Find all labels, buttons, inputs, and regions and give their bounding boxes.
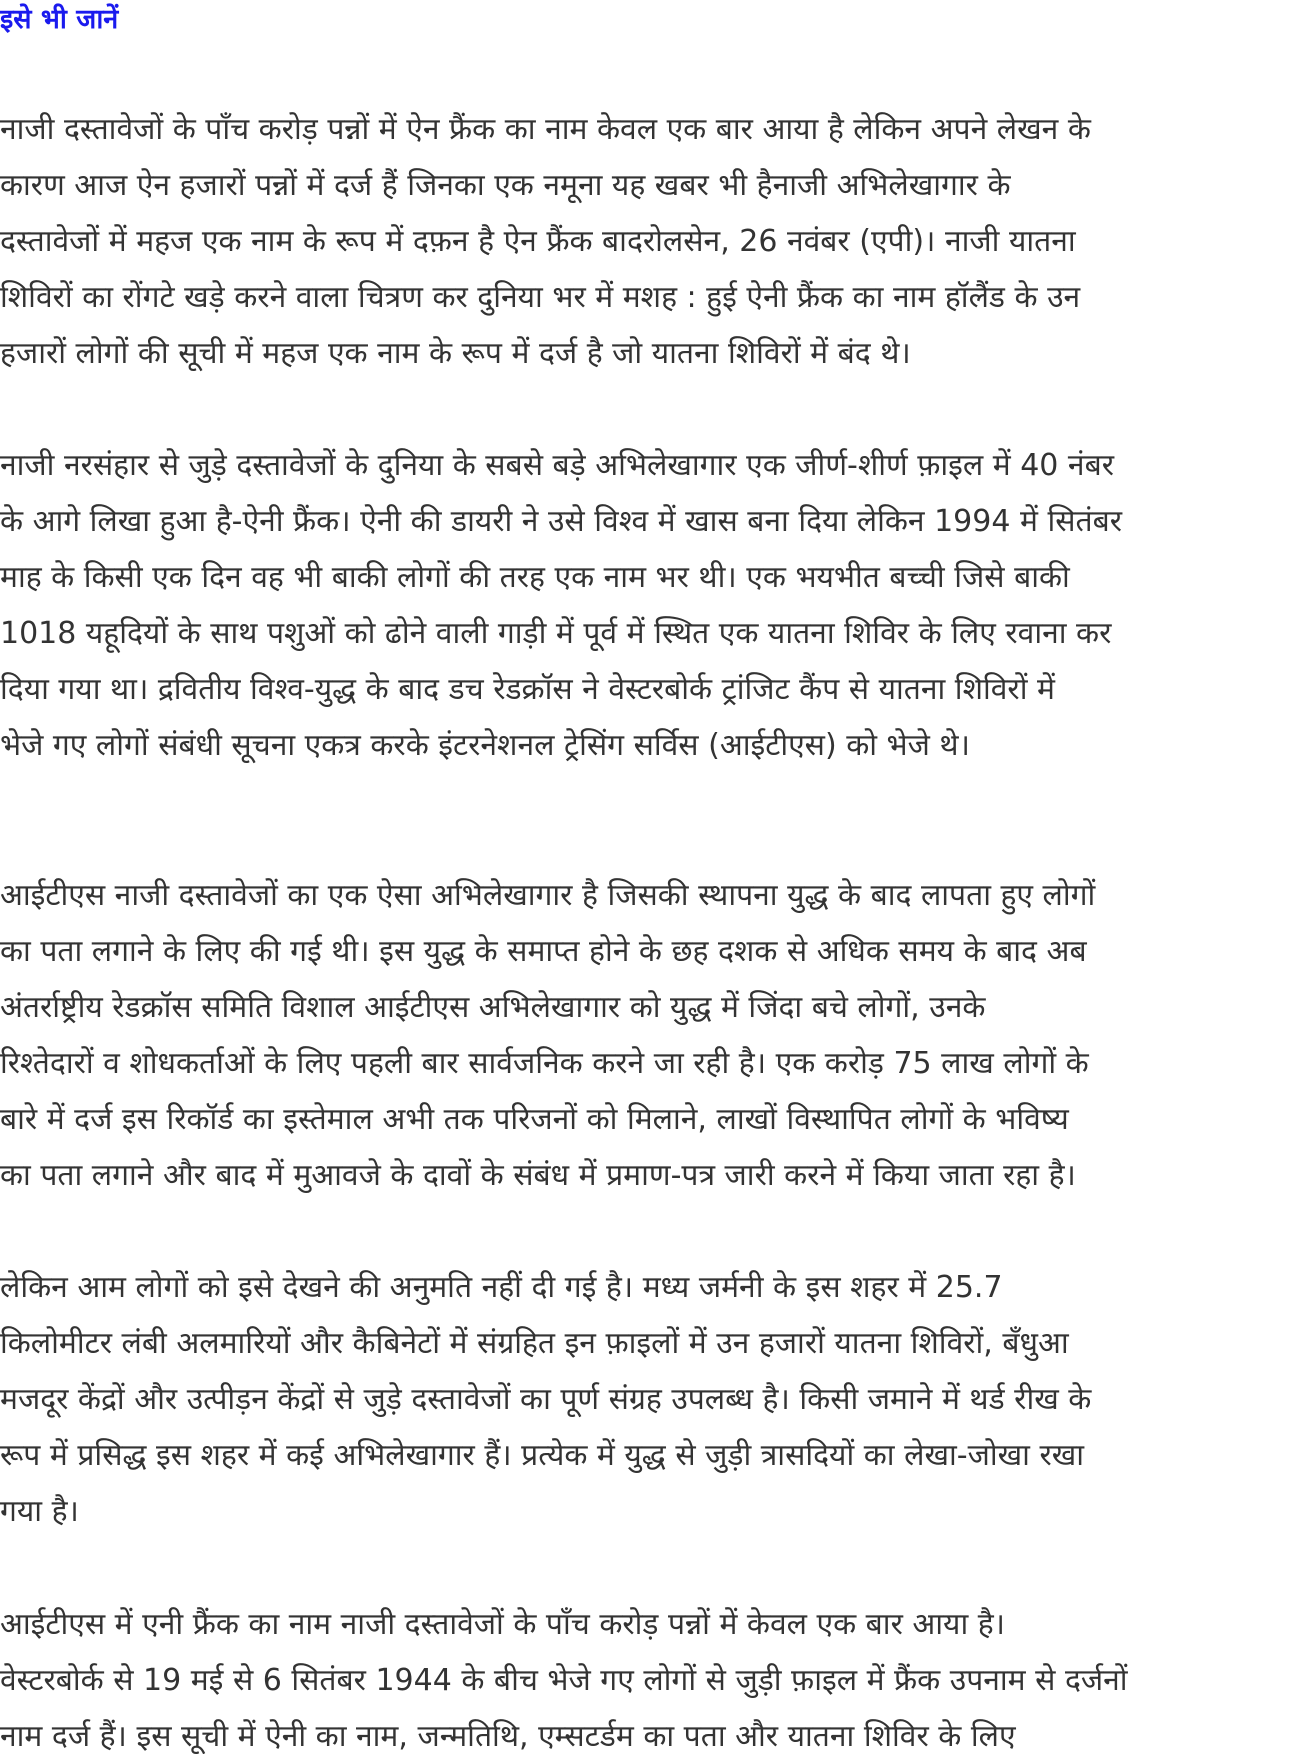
- article-paragraph: [0, 868, 1302, 1204]
- paragraph-line: का पता लगाने और बाद में मुआवजे के दावों के संबंध में प्रमाण-पत्र जारी करने में किया जाता रहा है।: [0, 1158, 1076, 1193]
- paragraph-line: माह के किसी एक दिन वह भी बाकी लोगों की तरह एक नाम भर थी। एक भयभीत बच्ची जिसे बाकी: [0, 560, 1070, 595]
- paragraph-line: शिविरों का रोंगटे खड़े करने वाला चित्रण कर दुनिया भर में मशह : हुई ऐनी फ्रैंक का नाम हॉलैंड के उन: [0, 280, 1081, 315]
- paragraph-line: का पता लगाने के लिए की गई थी। इस युद्ध के समाप्त होने के छह दशक से अधिक समय के बाद अब: [0, 934, 1087, 969]
- paragraph-line: दस्तावेजों में महज एक नाम के रूप में दफ़न है ऐन फ्रैंक बादरोलसेन, 26 नवंबर (एपी)। नाजी यातना: [0, 224, 1076, 259]
- paragraph-line: कारण आज ऐन हजारों पन्नों में दर्ज हैं जिनका एक नमूना यह खबर भी हैनाजी अभिलेखागार के: [0, 168, 1011, 203]
- paragraph-line: किलोमीटर लंबी अलमारियों और कैबिनेटों में संग्रहित इन फ़ाइलों में उन हजारों यातना शिविरों, बँधुआ: [0, 1326, 1069, 1361]
- section-heading: इसे भी जानें: [0, 4, 119, 35]
- paragraph-line: नाजी दस्तावेजों के पाँच करोड़ पन्नों में ऐन फ्रैंक का नाम केवल एक बार आया है लेकिन अपने लेखन के: [0, 112, 1091, 147]
- paragraph-line: लेकिन आम लोगों को इसे देखने की अनुमति नहीं दी गई है। मध्य जर्मनी के इस शहर में 25.7: [0, 1270, 1003, 1305]
- paragraph-line: वेस्टरबोर्क से 19 मई से 6 सितंबर 1944 के बीच भेजे गए लोगों से जुड़ी फ़ाइल में फ्रैंक उपनाम से दर्जनों: [0, 1663, 1128, 1698]
- paragraph-line: दिया गया था। द्रवितीय विश्व-युद्ध के बाद डच रेडक्रॉस ने वेस्टरबोर्क ट्रांजिट कैंप से यातना शिविरों में: [0, 672, 1055, 707]
- paragraph-line: अंतर्राष्ट्रीय रेडक्रॉस समिति विशाल आईटीएस अभिलेखागार को युद्ध में जिंदा बचे लोगों, उनके: [0, 990, 986, 1025]
- article-paragraph: [0, 438, 1302, 774]
- paragraph-line: बारे में दर्ज इस रिकॉर्ड का इस्तेमाल अभी तक परिजनों को मिलाने, लाखों विस्थापित लोगों के भविष्य: [0, 1102, 1069, 1137]
- paragraph-line: गया है।: [0, 1494, 79, 1529]
- paragraph-line: रूप में प्रसिद्ध इस शहर में कई अभिलेखागार हैं। प्रत्येक में युद्ध से जुड़ी त्रासदियों का लेखा-जोखा रखा: [0, 1438, 1085, 1473]
- article-paragraph: [0, 102, 1302, 382]
- paragraph-line: रिश्तेदारों व शोधकर्ताओं के लिए पहली बार सार्वजनिक करने जा रही है। एक करोड़ 75 लाख लोगों के: [0, 1046, 1089, 1081]
- paragraph-line: नाम दर्ज हैं। इस सूची में ऐनी का नाम, जन्मतिथि, एम्सटर्डम का पता और यातना शिविर के लिए: [0, 1719, 1016, 1754]
- paragraph-line: के आगे लिखा हुआ है-ऐनी फ्रैंक। ऐनी की डायरी ने उसे विश्व में खास बना दिया लेकिन 1994 में सितंबर: [0, 504, 1123, 539]
- paragraph-line: नाजी नरसंहार से जुड़े दस्तावेजों के दुनिया के सबसे बड़े अभिलेखागार एक जीर्ण-शीर्ण फ़ाइल में 40 नंबर: [0, 448, 1114, 483]
- article-paragraph: [0, 1597, 1302, 1754]
- paragraph-line: आईटीएस में एनी फ्रैंक का नाम नाजी दस्तावेजों के पाँच करोड़ पन्नों में केवल एक बार आया है।: [0, 1607, 1006, 1642]
- paragraph-line: मजदूर केंद्रों और उत्पीड़न केंद्रों से जुड़े दस्तावेजों का पूर्ण संग्रह उपलब्ध है। किसी जमाने में थर्ड रीख के: [0, 1382, 1092, 1417]
- paragraph-line: भेजे गए लोगों संबंधी सूचना एकत्र करके इंटरनेशनल ट्रेसिंग सर्विस (आईटीएस) को भेजे थे।: [0, 728, 970, 763]
- paragraph-line: हजारों लोगों की सूची में महज एक नाम के रूप में दर्ज है जो यातना शिविरों में बंद थे।: [0, 336, 911, 371]
- paragraph-line: आईटीएस नाजी दस्तावेजों का एक ऐसा अभिलेखागार है जिसकी स्थापना युद्ध के बाद लापता हुए लोगों: [0, 878, 1096, 913]
- article-paragraph: [0, 1260, 1302, 1540]
- paragraph-line: 1018 यहूदियों के साथ पशुओं को ढोने वाली गाड़ी में पूर्व में स्थित एक यातना शिविर के लिए रवाना कर: [0, 616, 1112, 651]
